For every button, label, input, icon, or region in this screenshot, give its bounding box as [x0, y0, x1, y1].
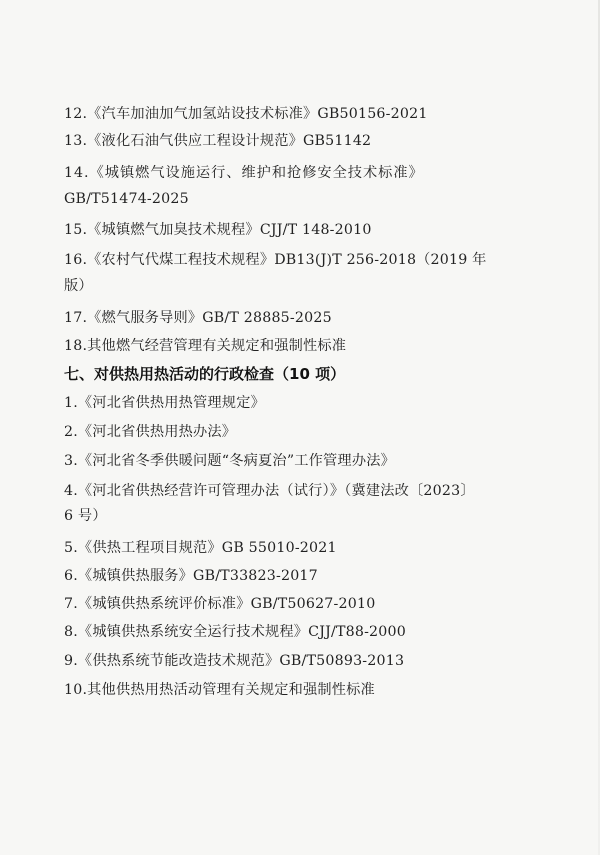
standard-line-14-code: GB/T51474-2025: [64, 191, 189, 207]
standard-line-12: 12.《汽车加油加气加氢站设技术标准》GB50156-2021: [64, 106, 428, 122]
standard-line-18: 18.其他燃气经营管理有关规定和强制性标准: [64, 338, 347, 354]
heating-line-6: 6.《城镇供热服务》GB/T33823-2017: [64, 568, 318, 584]
heating-line-5: 5.《供热工程项目规范》GB 55010-2021: [64, 540, 337, 556]
heating-line-10: 10.其他供热用热活动管理有关规定和强制性标准: [64, 682, 375, 698]
heating-line-4: 4.《河北省供热经营许可管理办法（试行）》（冀建法改〔2023〕: [64, 483, 475, 499]
standard-line-15: 15.《城镇燃气加臭技术规程》CJJ/T 148-2010: [64, 222, 372, 238]
heating-line-1: 1.《河北省供热用热管理规定》: [64, 395, 265, 411]
heating-line-4-cont: 6 号）: [64, 508, 107, 524]
heating-line-7: 7.《城镇供热系统评价标准》GB/T50627-2010: [64, 596, 376, 612]
heating-line-2: 2.《河北省供热用热办法》: [64, 424, 237, 440]
standard-line-16: 16.《农村气代煤工程技术规程》DB13(J)T 256-2018（2019 年: [64, 252, 487, 268]
standard-line-13: 13.《液化石油气供应工程设计规范》GB51142: [64, 133, 372, 149]
standard-line-16-cont: 版）: [64, 278, 93, 294]
heating-line-9: 9.《供热系统节能改造技术规范》GB/T50893-2013: [64, 653, 405, 669]
heating-line-8: 8.《城镇供热系统安全运行技术规程》CJJ/T88-2000: [64, 624, 406, 640]
standard-line-14: 14.《城镇燃气设施运行、维护和抢修安全技术标准》: [64, 165, 424, 181]
section-heading: 七、对供热用热活动的行政检查（10 项）: [64, 365, 346, 383]
standard-line-17: 17.《燃气服务导则》GB/T 28885-2025: [64, 310, 332, 326]
heating-line-3: 3.《河北省冬季供暖问题“冬病夏治”工作管理办法》: [64, 453, 395, 469]
